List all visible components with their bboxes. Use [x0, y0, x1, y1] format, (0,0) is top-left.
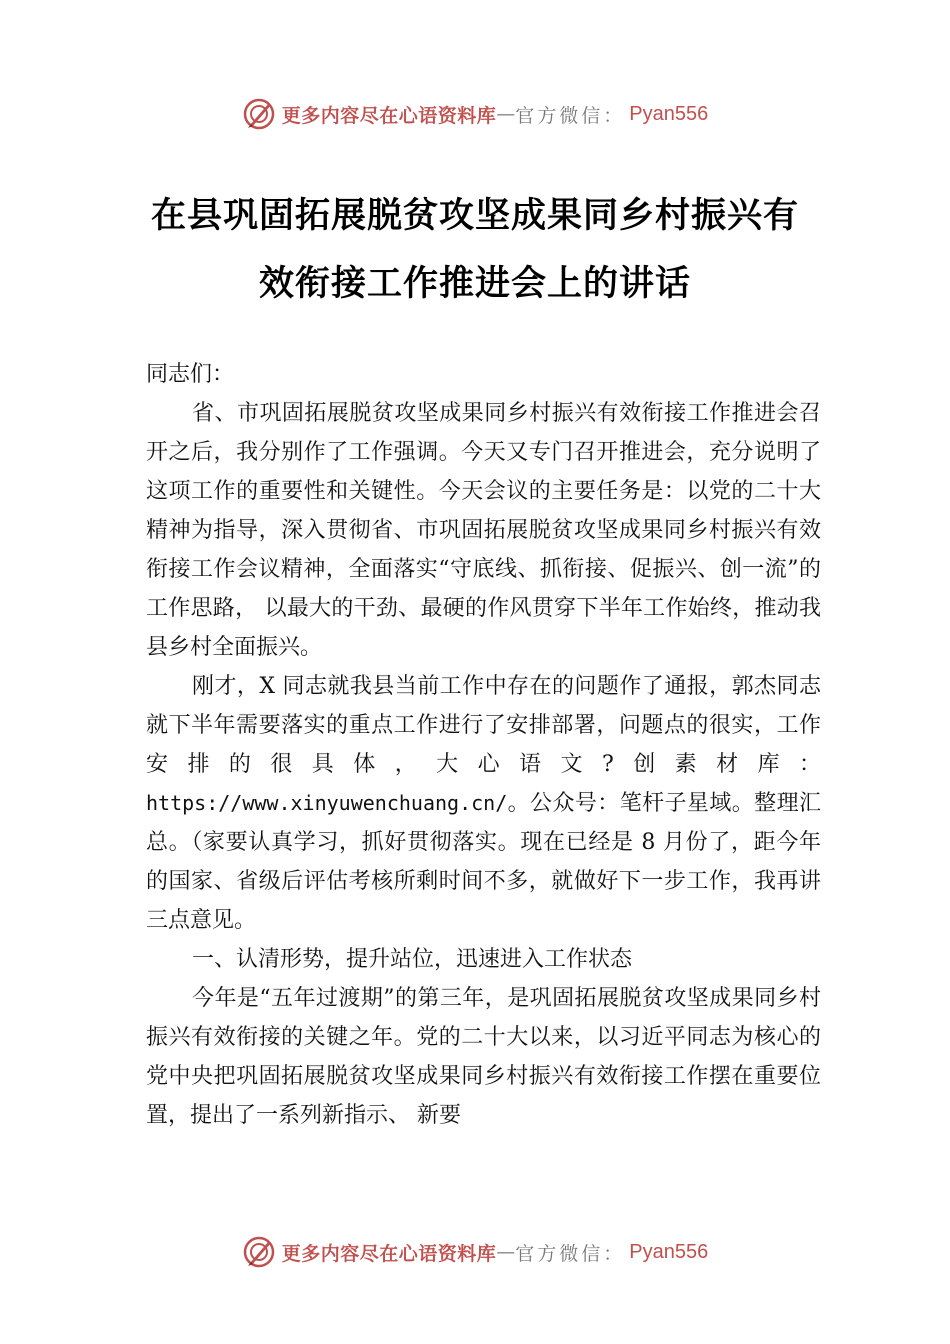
- website-link: https://www.xinyuwenchuang.cn/: [146, 791, 508, 815]
- pen-logo-icon: [242, 97, 276, 131]
- banner-dash: —: [496, 1241, 516, 1263]
- banner-wechat-id: Pyan556: [629, 1240, 709, 1263]
- header-banner: [0, 94, 950, 134]
- banner-main-text: 更多内容尽在心语资料库: [281, 1242, 497, 1265]
- pen-logo-icon: [242, 1235, 276, 1269]
- paragraph: 今年是“五年过渡期”的第三年，是巩固拓展脱贫攻坚成果同乡村振兴有效衔接的关键之年。党的二十大以来，以习近平同志为核心的党中央把巩固拓展脱贫攻坚成果同乡村振兴有效衔接工作摆在重要位置，提出了一系列新指示、 新要: [146, 986, 821, 1128]
- document-title-line-2: 效衔接工作推进会上的讲话: [258, 263, 691, 304]
- banner-wechat-label: 官方微信：: [515, 1242, 626, 1265]
- paragraph-text: 。公众号：笔杆子星域。整理汇总。（家要认真学习，抓好贯彻落实。现在已经是 8 月份了，距今年的国家、省级后评估考核所剩时间不多，就做好下一步工作，我再讲三点意见。: [146, 791, 821, 933]
- paragraph-text: 刚才，X 同志就我县当前工作中存在的问题作了通报，郭杰同志就下半年需要落实的重点工作进行了安排部署，问题点的很实，工作安排的很具体，大心语文?创素材库：: [146, 674, 821, 777]
- banner-wechat-label: 官方微信：: [515, 104, 626, 127]
- banner-main-text: 更多内容尽在心语资料库: [281, 104, 497, 127]
- document-body: [146, 355, 821, 1135]
- paragraph: 省、市巩固拓展脱贫攻坚成果同乡村振兴有效衔接工作推进会召开之后，我分别作了工作强调。今天又专门召开推进会，充分说明了这项工作的重要性和关键性。今天会议的主要任务是：以党的二十大精神为指导，深入贯彻省、市巩固拓展脱贫攻坚成果同乡村振兴有效衔接工作会议精神，全面落实“守底线、抓衔接、促振兴、创一流”的工作思路， 以最大的干劲、最硬的作风贯穿下半年工作始终，推动我县乡村全面振兴。: [146, 401, 821, 660]
- footer-banner: [0, 1232, 950, 1272]
- document-title-line-1: 在县巩固拓展脱贫攻坚成果同乡村振兴有: [150, 195, 799, 236]
- salutation: 同志们：: [146, 362, 235, 387]
- section-heading: 一、认清形势，提升站位，迅速进入工作状态: [192, 947, 633, 972]
- banner-dash: —: [496, 103, 516, 125]
- banner-wechat-id: Pyan556: [629, 102, 709, 125]
- paragraph: [146, 667, 821, 940]
